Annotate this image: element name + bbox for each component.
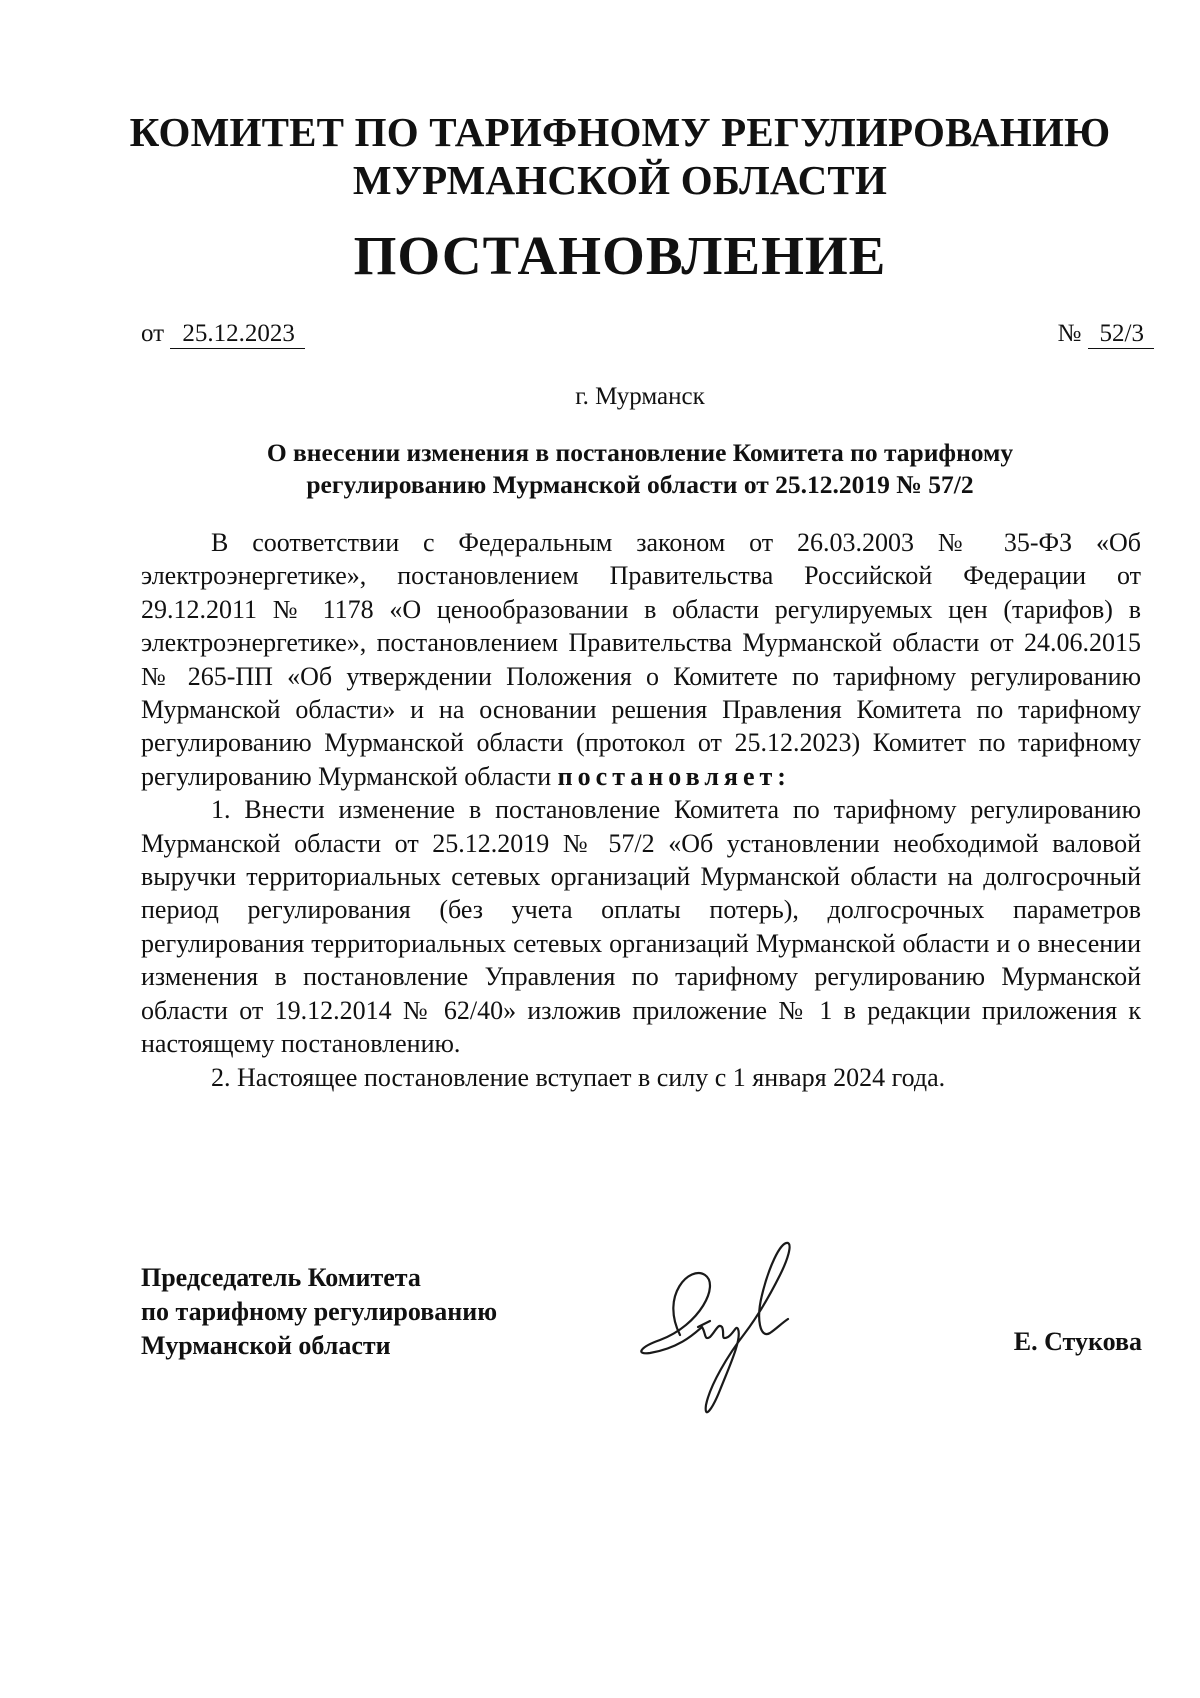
organization-name <box>100 108 1140 204</box>
decree-word: постановляет: <box>557 761 791 791</box>
document-subject <box>180 437 1100 501</box>
date-row <box>141 318 305 350</box>
number-row <box>1057 318 1154 350</box>
signatory-title-line-2: по тарифному регулированию <box>141 1297 498 1326</box>
date-prefix: от <box>141 320 165 347</box>
org-line-2: МУРМАНСКОЙ ОБЛАСТИ <box>352 157 888 203</box>
org-line-1: КОМИТЕТ ПО ТАРИФНОМУ РЕГУЛИРОВАНИЮ <box>129 109 1111 155</box>
document-number: 52/3 <box>1088 320 1154 349</box>
signatory-title <box>141 1261 497 1363</box>
number-prefix: № <box>1057 320 1082 347</box>
document-type-title: ПОСТАНОВЛЕНИЕ <box>353 225 887 286</box>
signatory-name: Е. Стукова <box>1013 1327 1142 1356</box>
preamble-paragraph <box>141 526 1141 793</box>
subject-line-1: О внесении изменения в постановление Комитета по тарифному <box>266 438 1014 467</box>
handwritten-signature <box>620 1215 850 1415</box>
item-2-paragraph: 2. Настоящее постановление вступает в силу с 1 января 2024 года. <box>211 1062 946 1092</box>
subject-line-2: регулированию Мурманской области от 25.12.2019 № 57/2 <box>306 470 974 499</box>
signatory-title-line-3: Мурманской области <box>141 1331 391 1360</box>
item-1-paragraph: 1. Внести изменение в постановление Комитета по тарифному регулированию Мурманской области от 25.12.2019 № 57/2 «Об установлении необходимой валовой выручки территориальных сетевых организаций Мурманской области на долгосрочный период регулирования (без учета оплаты потерь), долгосрочных параметров регулирования территориальных сетевых организаций Мурманской области и о внесении изменения в постановление Управления по тарифному регулированию Мурманской области от 19.12.2014 № 62/40» изложив приложение № 1 в редакции приложения к настоящему постановлению. <box>141 795 1141 1059</box>
document-body <box>141 526 1141 1094</box>
preamble-text: В соответствии с Федеральным законом от 26.03.2003 № 35-ФЗ «Об электроэнергетике», постановлением Правительства Российской Федерации от 29.12.2011 № 1178 «О ценообразовании в области регулируемых цен (тарифов) в электроэнергетике», постановлением Правительства Мурманской области от 24.06.2015 № 265-ПП «Об утверждении Положения о Комитете по тарифному регулированию Мурманской области» и на основании решения Правления Комитета по тарифному регулированию Мурманской области (протокол от 25.12.2023) Комитет по тарифному регулированию Мурманской области <box>141 528 1141 791</box>
document-date: 25.12.2023 <box>170 320 305 349</box>
city-line: г. Мурманск <box>575 383 705 410</box>
signatory-title-line-1: Председатель Комитета <box>141 1263 421 1292</box>
